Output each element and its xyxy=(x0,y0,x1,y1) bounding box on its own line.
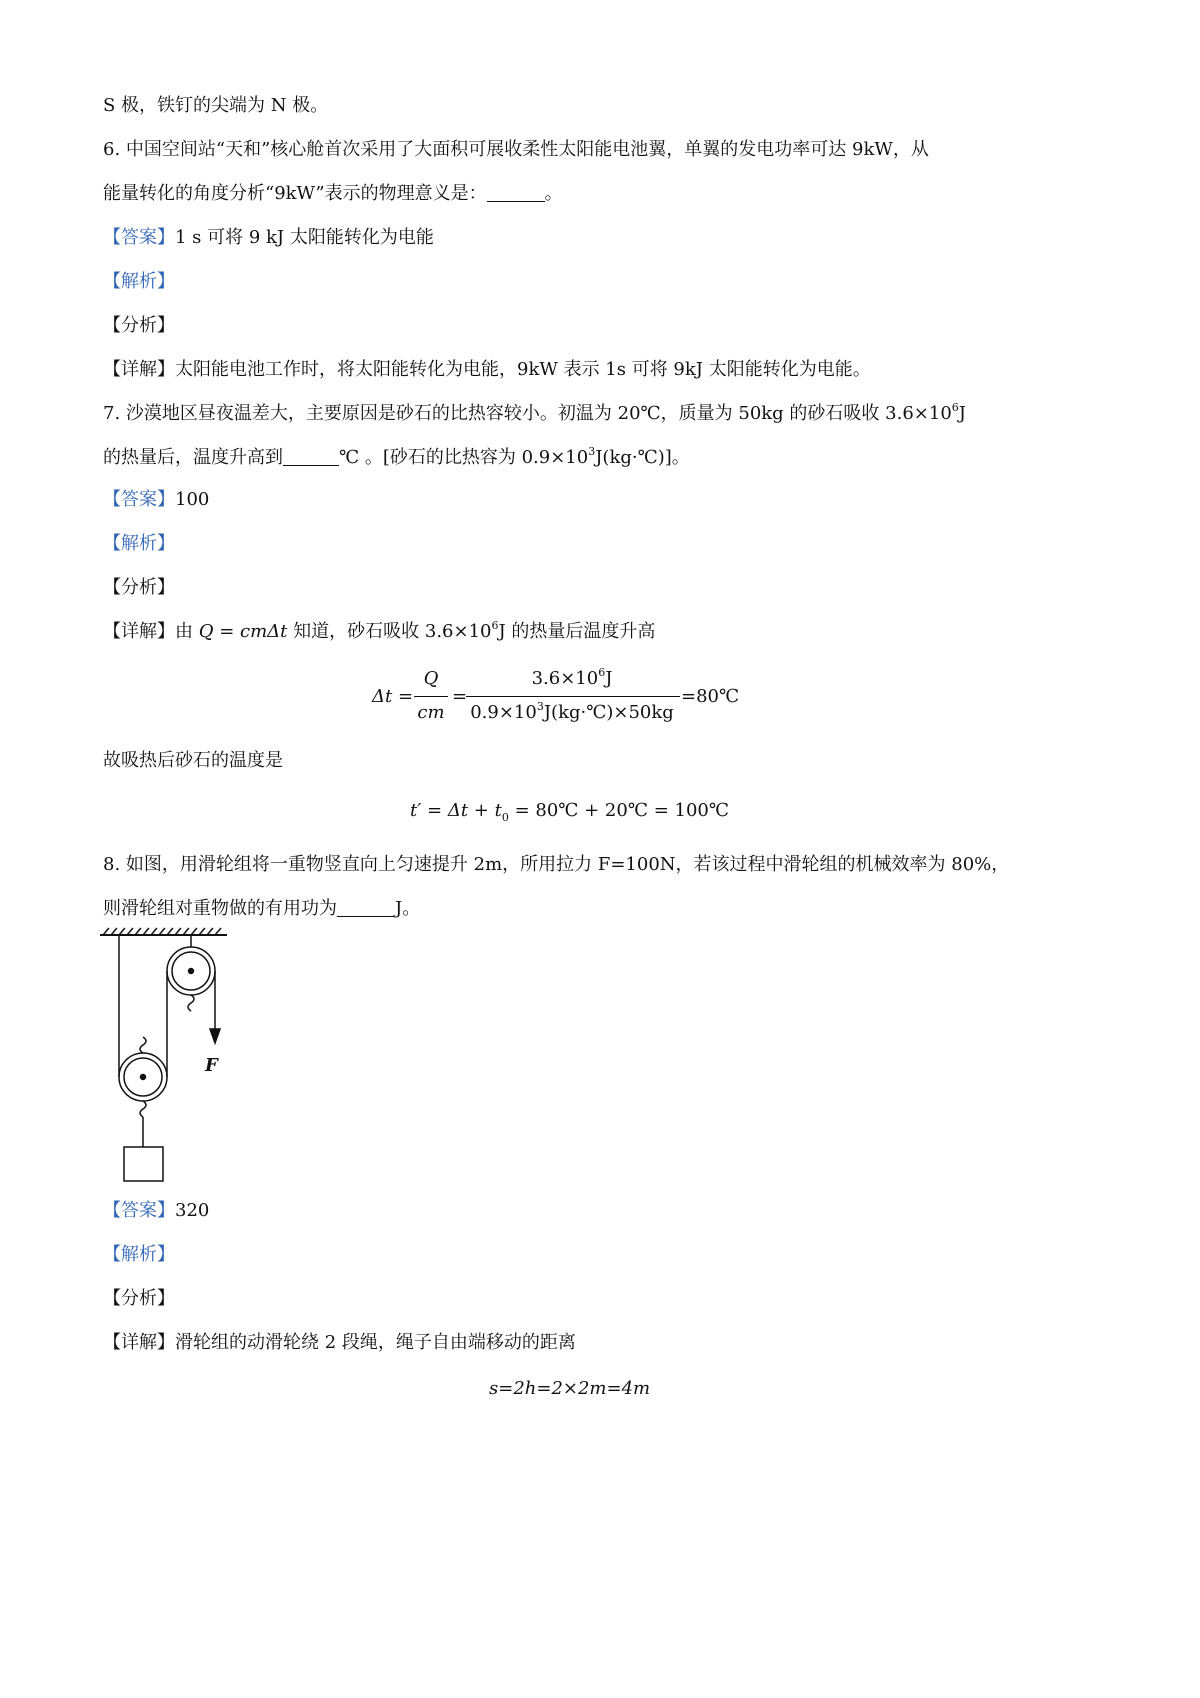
answer-row: 【答案】100 xyxy=(103,489,210,510)
answer-blank xyxy=(337,898,395,917)
text-line: 故吸热后砂石的温度是 xyxy=(103,750,283,771)
answer-row: 【答案】320 xyxy=(103,1200,210,1221)
inline-formula: Q = cmΔt xyxy=(198,621,288,642)
answer-blank xyxy=(283,447,339,466)
question-8-line-1: 8. 如图，用滑轮组将一重物竖直向上匀速提升 2m，所用拉力 F=100N，若该过程中滑轮组的机械效率为 80%， xyxy=(103,854,1010,875)
equation-final-temp: $t' = \Delta t + t_0$ = 80℃ + 20℃ = 100℃ xyxy=(410,800,729,824)
analysis-row: 【解析】 xyxy=(103,1244,175,1265)
analysis-row: 【解析】 xyxy=(103,271,175,292)
question-7-line-2: 的热量后，温度升高到 ℃ 。[砂石的比热容为 $0.9\times 10^3J(kg\cdot℃)$]。 xyxy=(103,445,690,468)
question-8-line-2: 则滑轮组对重物做的有用功为 J。 xyxy=(103,898,421,919)
analysis-tag: 解析 xyxy=(121,271,157,292)
detail-tag: 详解 xyxy=(121,1332,157,1353)
fenxi-tag: 分析 xyxy=(121,577,157,598)
detail-row: 【详解】太阳能电池工作时，将太阳能转化为电能，9kW 表示 1s 可将 9kJ 太阳能转化为电能。 xyxy=(103,359,871,380)
question-6-line-2: 能量转化的角度分析“9kW”表示的物理意义是： 。 xyxy=(103,183,563,204)
answer-blank xyxy=(487,183,545,202)
answer-tag: 答案 xyxy=(121,489,157,510)
fenxi-row: 【分析】 xyxy=(103,1288,175,1309)
answer-tag: 答案 xyxy=(121,227,157,248)
text-line: S 极，铁钉的尖端为 N 极。 xyxy=(103,95,329,116)
answer-row: 【答案】1 s 可将 9 kJ 太阳能转化为电能 xyxy=(103,227,434,248)
equation-distance: s=2h=2×2m=4m xyxy=(489,1378,651,1399)
fenxi-row: 【分析】 xyxy=(103,315,175,336)
question-7-line-1: 7. 沙漠地区昼夜温差大，主要原因是砂石的比热容较小。初温为 20℃，质量为 50kg 的砂石吸收 $3.6\times 10^6J$ xyxy=(103,401,966,424)
force-label: F xyxy=(205,1055,218,1076)
fenxi-row: 【分析】 xyxy=(103,577,175,598)
analysis-row: 【解析】 xyxy=(103,533,175,554)
fenxi-tag: 分析 xyxy=(121,315,157,336)
fenxi-tag: 分析 xyxy=(121,1288,157,1309)
pulley-system-figure xyxy=(95,925,240,1190)
answer-tag: 答案 xyxy=(121,1200,157,1221)
detail-tag: 详解 xyxy=(121,621,157,642)
analysis-tag: 解析 xyxy=(121,533,157,554)
analysis-tag: 解析 xyxy=(121,1244,157,1265)
question-6-line-1: 6. 中国空间站“天和”核心舱首次采用了大面积可展收柔性太阳能电池翼，单翼的发电功率可达 9kW，从 xyxy=(103,139,929,160)
detail-row: 【详解】由 Q = cmΔt 知道，砂石吸收 $3.6\times 10^6J$ 的热量后温度升高 xyxy=(103,619,656,642)
detail-row: 【详解】滑轮组的动滑轮绕 2 段绳，绳子自由端移动的距离 xyxy=(103,1332,576,1353)
detail-tag: 详解 xyxy=(121,359,157,380)
